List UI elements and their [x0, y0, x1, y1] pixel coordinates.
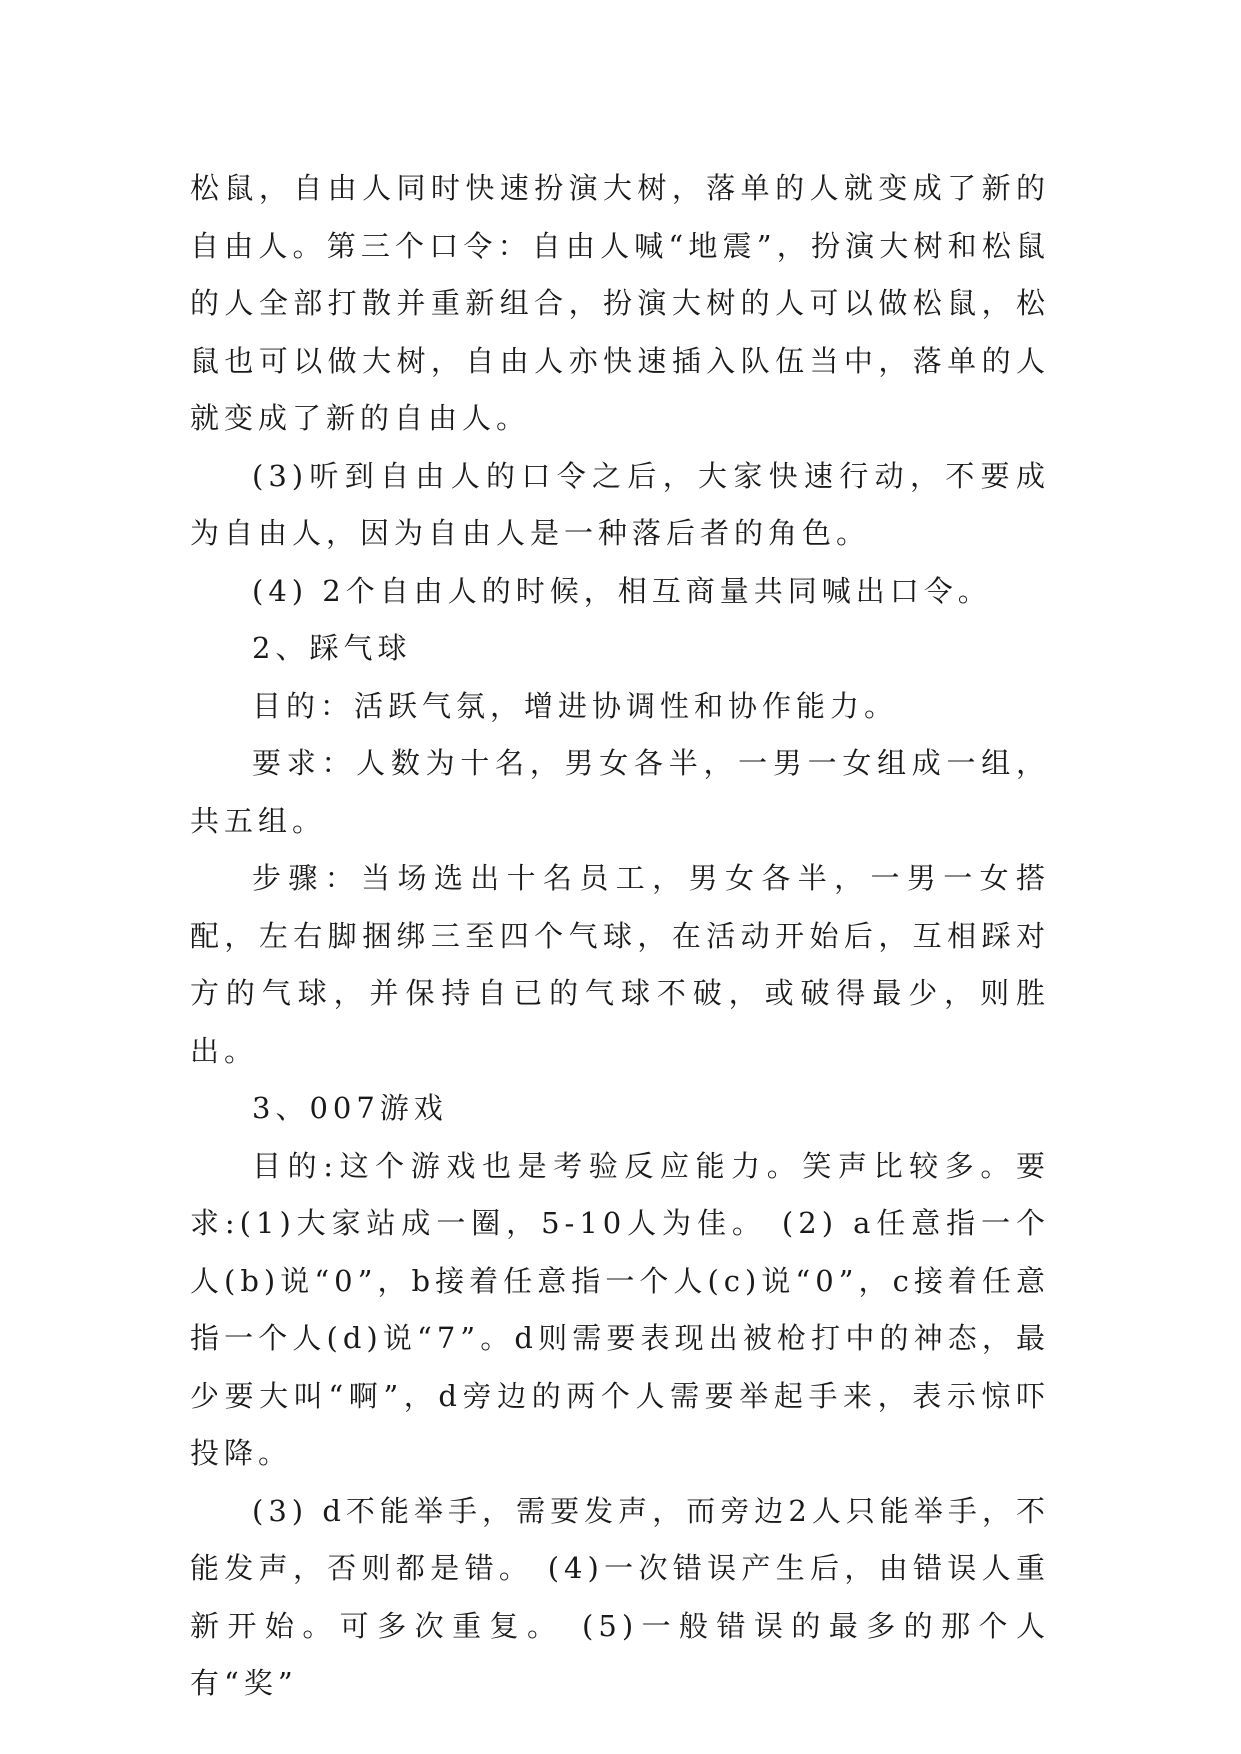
paragraph-3: (4) 2个自由人的时候，相互商量共同喊出口令。	[252, 573, 992, 608]
paragraph-1: 松鼠，自由人同时快速扮演大树，落单的人就变成了新的自由人。第三个口令：自由人喊“地震”，扮演大树和松鼠的人全部打散并重新组合，扮演大树的人可以做松鼠，松鼠也可以做大树，自由人亦快速插入队伍当中，落单的人就变成了新的自由人。	[190, 171, 1050, 435]
section-heading-3: 3、007游戏	[252, 1091, 448, 1125]
paragraph-steps-2: 步骤：当场选出十名员工，男女各半，一男一女搭配，左右脚捆绑三至四个气球，在活动开始后，互相踩对方的气球，并保持自已的气球不破，或破得最少，则胜出。	[190, 861, 1050, 1068]
document-body	[190, 160, 1050, 1713]
section-heading-2: 2、踩气球	[252, 631, 412, 665]
paragraph-purpose-3: 目的:这个游戏也是考验反应能力。笑声比较多。要求:(1)大家站成一圈，5-10人为佳。 (2) a任意指一个人(b)说“0”，b接着任意指一个人(c)说“0”，c接着任意指一个人(d)说“7”。d则需要表现出被枪打中的神态，最少要大叫“啊”，d旁边的两个人需要举起手来，表示惊吓投降。	[190, 1148, 1050, 1470]
paragraph-purpose-2: 目的：活跃气氛，增进协调性和协作能力。	[252, 688, 899, 723]
paragraph-requirements-2: 要求：人数为十名，男女各半，一男一女组成一组，共五组。	[190, 746, 1050, 838]
paragraph-2: (3)听到自由人的口令之后，大家快速行动，不要成为自由人，因为自由人是一种落后者的角色。	[190, 458, 1050, 550]
paragraph-rules-3: (3) d不能举手，需要发声，而旁边2人只能举手，不能发声，否则都是错。 (4)一次错误产生后，由错误人重新开始。可多次重复。 (5)一般错误的最多的那个人有“奖”	[190, 1493, 1050, 1700]
